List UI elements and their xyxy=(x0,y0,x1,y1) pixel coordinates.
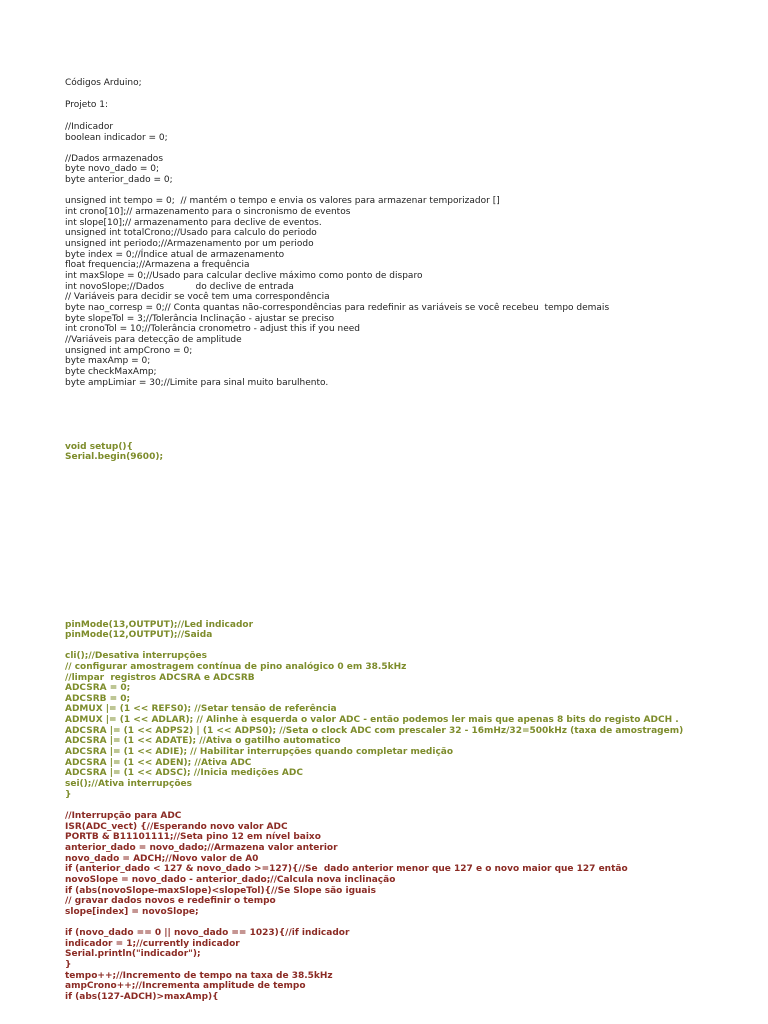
code-line: float frequencia;//Armazena a frequência xyxy=(65,260,250,270)
code-line: ISR(ADC_vect) {//Esperando novo valor ADC xyxy=(65,822,288,832)
code-line: int maxSlope = 0;//Usado para calcular declive máximo como ponto de disparo xyxy=(65,271,423,281)
code-line: int slope[10];// armazenamento para declive de eventos. xyxy=(65,218,322,228)
code-line: unsigned int periodo;//Armazenamento por um periodo xyxy=(65,239,314,249)
code-line: ADCSRA = 0; xyxy=(65,683,131,693)
code-line: ampCrono++;//Incrementa amplitude de tempo xyxy=(65,981,306,991)
code-line: } xyxy=(65,790,72,800)
code-line: //limpar registros ADCSRA e ADCSRB xyxy=(65,673,255,683)
code-line: boolean indicador = 0; xyxy=(65,133,168,143)
code-line: byte slopeTol = 3;//Tolerância Inclinação - ajustar se preciso xyxy=(65,314,335,324)
code-line: pinMode(13,OUTPUT);//Led indicador xyxy=(65,620,254,630)
code-line: ADCSRB = 0; xyxy=(65,694,131,704)
code-line: indicador = 1;//currently indicador xyxy=(65,939,240,949)
code-line: PORTB & B11101111;//Seta pino 12 em nível baixo xyxy=(65,832,321,842)
code-line: ADCSRA |= (1 << ADIE); // Habilitar interrupções quando completar medição xyxy=(65,747,454,757)
code-line: novo_dado = ADCH;//Novo valor de A0 xyxy=(65,854,259,864)
code-line: byte nao_corresp = 0;// Conta quantas não-correspondências para redefinir as variáveis se você recebeu tempo demais xyxy=(65,303,610,313)
code-line: ADCSRA |= (1 << ADSC); //Inicia medições ADC xyxy=(65,768,303,778)
code-line: byte novo_dado = 0; xyxy=(65,164,159,174)
code-line: Serial.begin(9600); xyxy=(65,452,164,462)
code-line: Códigos Arduino; xyxy=(65,78,142,88)
code-line: //Variáveis para detecção de amplitude xyxy=(65,335,242,345)
code-line: slope[index] = novoSlope; xyxy=(65,907,199,917)
code-line: unsigned int tempo = 0; // mantém o tempo e envia os valores para armazenar temporizador [] xyxy=(65,196,500,206)
code-line: novoSlope = novo_dado - anterior_dado;//Calcula nova inclinação xyxy=(65,875,396,885)
code-line: if (anterior_dado < 127 & novo_dado >=127){//Se dado anterior menor que 127 e o novo maior que 127 então xyxy=(65,864,628,874)
code-line: } xyxy=(65,960,72,970)
code-line: byte anterior_dado = 0; xyxy=(65,175,173,185)
code-line: ADCSRA |= (1 << ADATE); //Ativa o gatilho automatico xyxy=(65,736,341,746)
code-line: byte maxAmp = 0; xyxy=(65,356,151,366)
code-line: if (abs(novoSlope-maxSlope)<slopeTol){//Se Slope são iguais xyxy=(65,886,376,896)
code-line: if (novo_dado == 0 || novo_dado == 1023){//if indicador xyxy=(65,928,350,938)
code-line: ADMUX |= (1 << REFS0); //Setar tensão de referência xyxy=(65,704,337,714)
code-line: sei();//Ativa interrupções xyxy=(65,779,192,789)
code-line: void setup(){ xyxy=(65,442,133,452)
code-line: int crono[10];// armazenamento para o sincronismo de eventos xyxy=(65,207,351,217)
code-line: //Interrupção para ADC xyxy=(65,811,182,821)
code-line: ADMUX |= (1 << ADLAR); // Alinhe à esquerda o valor ADC - então podemos ler mais que apenas 8 bits do registo ADCH . xyxy=(65,715,679,725)
code-line: // gravar dados novos e redefinir o tempo xyxy=(65,896,276,906)
code-line: Serial.println("indicador"); xyxy=(65,949,201,959)
code-line: int cronoTol = 10;//Tolerância cronometro - adjust this if you need xyxy=(65,324,360,334)
code-line: // configurar amostragem contínua de pino analógico 0 em 38.5kHz xyxy=(65,662,407,672)
code-line: anterior_dado = novo_dado;//Armazena valor anterior xyxy=(65,843,338,853)
code-line: tempo++;//Incremento de tempo na taxa de 38.5kHz xyxy=(65,971,333,981)
code-line: int novoSlope;//Dados do declive de entrada xyxy=(65,282,294,292)
code-line: Projeto 1: xyxy=(65,100,108,110)
code-line: byte ampLimiar = 30;//Limite para sinal muito barulhento. xyxy=(65,378,329,388)
code-line: // Variáveis para decidir se você tem uma correspondência xyxy=(65,292,330,302)
code-line: if (abs(127-ADCH)>maxAmp){ xyxy=(65,992,219,1002)
code-line: unsigned int totalCrono;//Usado para calculo do periodo xyxy=(65,228,317,238)
code-line: //Dados armazenados xyxy=(65,154,164,164)
code-line: cli();//Desativa interrupções xyxy=(65,651,207,661)
code-line: //Indicador xyxy=(65,122,114,132)
code-line: byte checkMaxAmp; xyxy=(65,367,157,377)
code-line: unsigned int ampCrono = 0; xyxy=(65,346,193,356)
code-line: ADCSRA |= (1 << ADEN); //Ativa ADC xyxy=(65,758,252,768)
code-line: ADCSRA |= (1 << ADPS2) | (1 << ADPS0); //Seta o clock ADC com prescaler 32 - 16mHz/32=500kHz (taxa de amostragem) xyxy=(65,726,684,736)
code-line: byte index = 0;//Índice atual de armazenamento xyxy=(65,250,285,260)
code-line: pinMode(12,OUTPUT);//Saida xyxy=(65,630,213,640)
